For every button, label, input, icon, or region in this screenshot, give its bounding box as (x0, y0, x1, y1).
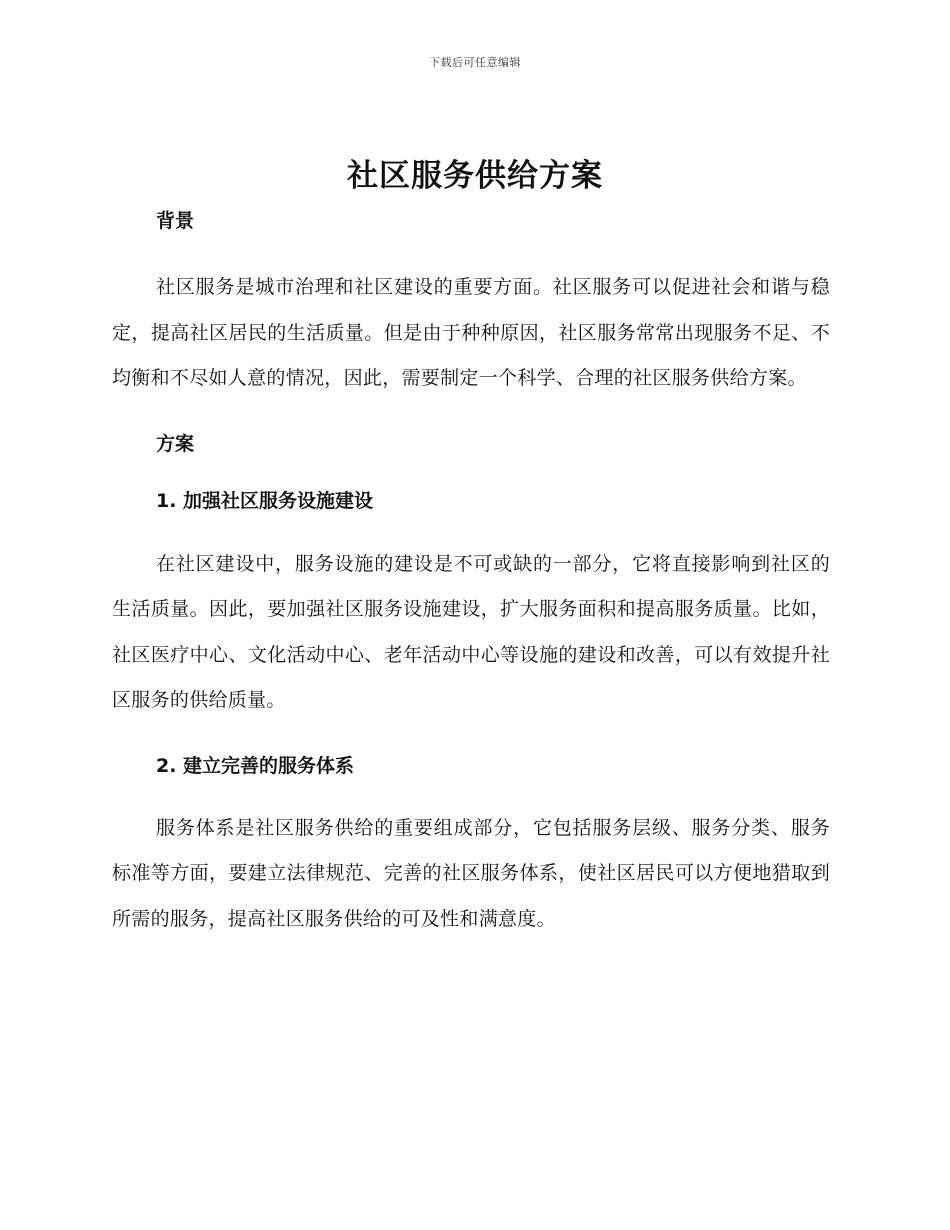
plan-item-2-paragraph: 服务体系是社区服务供给的重要组成部分，它包括服务层级、服务分类、服务标准等方面，要建立法律规范、完善的社区服务体系，使社区居民可以方便地猎取到所需的服务，提高社区服务供给的可及性和满意度。 (112, 816, 830, 930)
plan-item-1-heading: 1. 加强社区服务设施建设 (156, 489, 374, 512)
document-body (112, 205, 830, 942)
plan-item-2-heading: 2. 建立完善的服务体系 (156, 754, 355, 777)
plan-item-1-paragraph: 在社区建设中，服务设施的建设是不可或缺的一部分，它将直接影响到社区的生活质量。因此，要加强社区服务设施建设，扩大服务面积和提高服务质量。比如，社区医疗中心、文化活动中心、老年活动中心等设施的建设和改善，可以有效提升社区服务的供给质量。 (112, 552, 830, 711)
document-title: 社区服务供给方案 (347, 158, 603, 194)
section-heading-background: 背景 (156, 210, 195, 232)
background-paragraph: 社区服务是城市治理和社区建设的重要方面。社区服务可以促进社会和谐与稳定，提高社区居民的生活质量。但是由于种种原因，社区服务常常出现服务不足、不均衡和不尽如人意的情况，因此，需要制定一个科学、合理的社区服务供给方案。 (112, 276, 830, 389)
header-note: 下载后可任意编辑 (429, 56, 521, 69)
section-heading-plan: 方案 (156, 432, 195, 455)
